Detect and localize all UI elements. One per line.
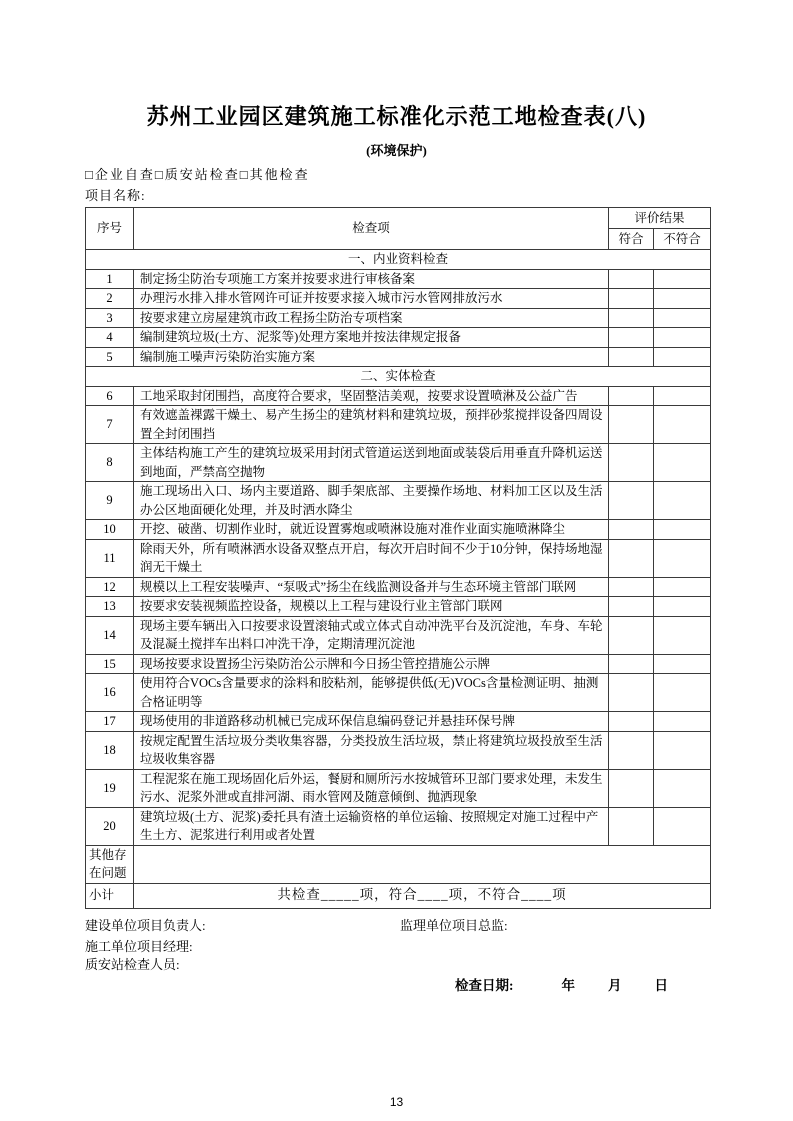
subtotal-text: 共检查_____项，符合____项，不符合____项 (134, 883, 711, 908)
col-header-index: 序号 (86, 208, 134, 250)
col-header-item: 检查项 (134, 208, 609, 250)
pass-cell[interactable] (609, 328, 654, 348)
other-issues-row (86, 845, 711, 883)
pass-cell[interactable] (609, 444, 654, 482)
row-text: 按规定配置生活垃圾分类收集容器，分类投放生活垃圾，禁止将建筑垃圾投放至生活垃圾收集容器 (134, 731, 609, 769)
col-header-pass: 符合 (609, 229, 654, 250)
col-header-fail: 不符合 (654, 229, 711, 250)
row-number: 13 (86, 597, 134, 617)
row-number: 7 (86, 406, 134, 444)
other-issues-label: 其他存在问题 (86, 845, 134, 883)
fail-cell[interactable] (654, 269, 711, 289)
fail-cell[interactable] (654, 444, 711, 482)
date-month-label: 月 (608, 977, 622, 993)
row-text: 工地采取封闭围挡，高度符合要求，坚固整洁美观，按要求设置喷淋及公益广告 (134, 386, 609, 406)
row-number: 5 (86, 347, 134, 367)
section-row (86, 367, 711, 387)
check-type-label: 企业自查 (94, 167, 155, 182)
row-text: 主体结构施工产生的建筑垃圾采用封闭式管道运送到地面或装袋后用垂直升降机运送到地面，严禁高空抛物 (134, 444, 609, 482)
row-text: 建筑垃圾(土方、泥浆)委托具有渣土运输资格的单位运输、按照规定对施工过程中产生土方、泥浆进行利用或者处置 (134, 807, 609, 845)
supervisor-signature-label: 监理单位项目总监: (400, 917, 508, 933)
checklist-body (86, 250, 711, 846)
fail-cell[interactable] (654, 674, 711, 712)
row-text: 除雨天外，所有喷淋洒水设备双整点开启，每次开启时间不少于10分钟，保持场地湿润无干燥土 (134, 539, 609, 577)
table-row (86, 308, 711, 328)
section-title: 一、内业资料检查 (86, 250, 711, 270)
table-row (86, 807, 711, 845)
pass-cell[interactable] (609, 520, 654, 540)
project-name-field[interactable] (85, 189, 793, 203)
pass-cell[interactable] (609, 269, 654, 289)
table-row (86, 654, 711, 674)
signature-line-2 (85, 939, 793, 955)
pass-cell[interactable] (609, 482, 654, 520)
table-row (86, 482, 711, 520)
table-row (86, 520, 711, 540)
builder-signature-label: 建设单位项目负责人: (85, 917, 206, 933)
row-text: 现场主要车辆出入口按要求设置滚轴式或立体式自动冲洗平台及沉淀池，车身、车轮及混凝土搅拌车出料口冲洗干净，定期清理沉淀池 (134, 616, 609, 654)
row-number: 11 (86, 539, 134, 577)
pass-cell[interactable] (609, 386, 654, 406)
row-number: 8 (86, 444, 134, 482)
page-number: 13 (389, 1095, 404, 1109)
table-row (86, 347, 711, 367)
signature-block (85, 918, 793, 994)
fail-cell[interactable] (654, 712, 711, 732)
row-number: 20 (86, 807, 134, 845)
table-row (86, 328, 711, 348)
subtotal-row (86, 883, 711, 908)
fail-cell[interactable] (654, 769, 711, 807)
fail-cell[interactable] (654, 616, 711, 654)
table-row (86, 597, 711, 617)
check-type-other[interactable] (240, 167, 310, 182)
row-number: 1 (86, 269, 134, 289)
table-row (86, 674, 711, 712)
subtotal-label: 小计 (86, 883, 134, 908)
row-text: 现场使用的非道路移动机械已完成环保信息编码登记并悬挂环保号牌 (134, 712, 609, 732)
fail-cell[interactable] (654, 328, 711, 348)
pass-cell[interactable] (609, 577, 654, 597)
signature-line-3 (85, 957, 793, 973)
pass-cell[interactable] (609, 807, 654, 845)
row-text: 工程泥浆在施工现场固化后外运，餐厨和厕所污水按城管环卫部门要求处理，未发生污水、泥浆外泄或直排河湖、雨水管网及随意倾倒、抛洒现象 (134, 769, 609, 807)
table-row (86, 769, 711, 807)
pass-cell[interactable] (609, 712, 654, 732)
row-text: 现场按要求设置扬尘污染防治公示牌和今日扬尘管控措施公示牌 (134, 654, 609, 674)
row-text: 编制施工噪声污染防治实施方案 (134, 347, 609, 367)
row-text: 办理污水排入排水管网许可证并按要求接入城市污水管网排放污水 (134, 289, 609, 309)
table-row (86, 712, 711, 732)
row-number: 12 (86, 577, 134, 597)
pass-cell[interactable] (609, 289, 654, 309)
row-text: 施工现场出入口、场内主要道路、脚手架底部、主要操作场地、材料加工区以及生活办公区地面硬化处理，并及时洒水降尘 (134, 482, 609, 520)
fail-cell[interactable] (654, 577, 711, 597)
project-name-label: 项目名称: (85, 188, 146, 203)
pass-cell[interactable] (609, 539, 654, 577)
pass-cell[interactable] (609, 308, 654, 328)
table-row (86, 444, 711, 482)
col-header-result-group: 评价结果 (609, 208, 711, 229)
pass-cell[interactable] (609, 597, 654, 617)
pass-cell[interactable] (609, 654, 654, 674)
table-row (86, 731, 711, 769)
fail-cell[interactable] (654, 347, 711, 367)
fail-cell[interactable] (654, 539, 711, 577)
row-number: 15 (86, 654, 134, 674)
inspection-table (85, 207, 711, 909)
pass-cell[interactable] (609, 769, 654, 807)
signature-line-1 (85, 918, 793, 934)
other-issues-input[interactable] (134, 845, 711, 883)
row-number: 4 (86, 328, 134, 348)
row-text: 开挖、破凿、切割作业时，就近设置雾炮或喷淋设施对准作业面实施喷淋降尘 (134, 520, 609, 540)
row-number: 16 (86, 674, 134, 712)
row-text: 编制建筑垃圾(土方、泥浆等)处理方案地并按法律规定报备 (134, 328, 609, 348)
row-number: 19 (86, 769, 134, 807)
table-row (86, 406, 711, 444)
fail-cell[interactable] (654, 482, 711, 520)
row-text: 有效遮盖裸露干燥土、易产生扬尘的建筑材料和建筑垃圾，预拌砂浆搅拌设备四周设置全封闭围挡 (134, 406, 609, 444)
checkbox-icon[interactable]: □ (85, 167, 95, 182)
row-number: 9 (86, 482, 134, 520)
header-row-1 (86, 208, 711, 229)
table-row (86, 269, 711, 289)
table-row (86, 616, 711, 654)
inspector-signature-label: 质安站检查人员: (85, 956, 180, 972)
row-text: 按要求建立房屋建筑市政工程扬尘防治专项档案 (134, 308, 609, 328)
check-type-label: 其他检查 (249, 167, 310, 182)
row-text: 规模以上工程安装噪声、“泵吸式”扬尘在线监测设备并与生态环境主管部门联网 (134, 577, 609, 597)
row-number: 14 (86, 616, 134, 654)
table-row (86, 539, 711, 577)
page-subtitle: (环境保护) (366, 143, 427, 158)
check-type-enterprise[interactable] (85, 167, 155, 182)
contractor-signature-label: 施工单位项目经理: (85, 938, 193, 954)
table-row (86, 386, 711, 406)
date-year-label: 年 (561, 977, 575, 993)
pass-cell[interactable] (609, 347, 654, 367)
row-number: 2 (86, 289, 134, 309)
inspection-date-label: 检查日期: (455, 977, 514, 993)
row-text: 制定扬尘防治专项施工方案并按要求进行审核备案 (134, 269, 609, 289)
pass-cell[interactable] (609, 406, 654, 444)
row-text: 按要求安装视频监控设备，规模以上工程与建设行业主管部门联网 (134, 597, 609, 617)
checkbox-icon[interactable]: □ (239, 167, 250, 182)
check-type-station[interactable] (155, 167, 240, 182)
row-number: 18 (86, 731, 134, 769)
fail-cell[interactable] (654, 654, 711, 674)
check-type-label: 质安站检查 (164, 167, 240, 182)
fail-cell[interactable] (654, 520, 711, 540)
page-title: 苏州工业园区建筑施工标准化示范工地检查表(八) (146, 104, 647, 129)
section-row (86, 250, 711, 270)
pass-cell[interactable] (609, 616, 654, 654)
fail-cell[interactable] (654, 731, 711, 769)
check-type-options (85, 167, 793, 182)
pass-cell[interactable] (609, 674, 654, 712)
table-row (86, 289, 711, 309)
row-text: 使用符合VOCs含量要求的涂料和胶粘剂，能够提供低(无)VOCs含量检测证明、抽测合格证明等 (134, 674, 609, 712)
fail-cell[interactable] (654, 386, 711, 406)
row-number: 6 (86, 386, 134, 406)
checkbox-icon[interactable]: □ (154, 167, 165, 182)
row-number: 10 (86, 520, 134, 540)
fail-cell[interactable] (654, 597, 711, 617)
fail-cell[interactable] (654, 308, 711, 328)
pass-cell[interactable] (609, 731, 654, 769)
inspection-date-line (85, 977, 793, 994)
table-row (86, 577, 711, 597)
row-number: 3 (86, 308, 134, 328)
section-title: 二、实体检查 (86, 367, 711, 387)
fail-cell[interactable] (654, 406, 711, 444)
row-number: 17 (86, 712, 134, 732)
fail-cell[interactable] (654, 289, 711, 309)
date-day-label: 日 (654, 977, 668, 993)
fail-cell[interactable] (654, 807, 711, 845)
